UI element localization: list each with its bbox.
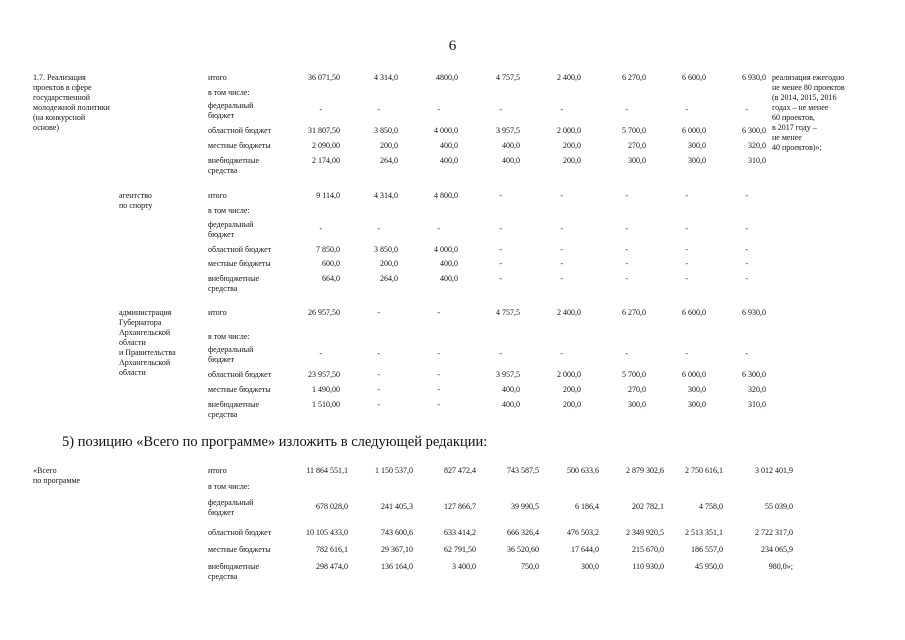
row-label-extra: средства <box>208 410 238 419</box>
value-cell-federal: - <box>319 224 322 233</box>
row-label-local: местные бюджеты <box>208 385 271 394</box>
row-label-total: итого <box>208 73 227 82</box>
item-title: 1.7. Реализация <box>33 73 86 82</box>
value-cell-extra: 400,0 <box>502 400 520 409</box>
value-cell-federal: - <box>319 349 322 358</box>
value-cell-total: 4 314,0 <box>374 191 398 200</box>
value-cell-federal: - <box>685 105 688 114</box>
item-title: молодежной политики <box>33 103 110 112</box>
value-cell-local: 234 065,9 <box>761 545 793 554</box>
value-cell-extra: 980,0»; <box>768 562 793 571</box>
row-label-federal: бюджет <box>208 230 235 239</box>
value-cell-regional: 2 722 317,0 <box>755 528 793 537</box>
value-cell-regional: 3 957,5 <box>496 126 520 135</box>
executor-label: области <box>119 368 146 377</box>
row-label-extra: внебюджетные <box>208 274 259 283</box>
value-cell-extra: 45 950,0 <box>695 562 723 571</box>
value-cell-local: - <box>560 259 563 268</box>
value-cell-extra: 200,0 <box>563 400 581 409</box>
value-cell-local: 2 090,00 <box>312 141 340 150</box>
value-cell-total: 11 864 551,1 <box>306 466 348 475</box>
value-cell-total: - <box>625 191 628 200</box>
value-cell-total: 36 071,50 <box>308 73 340 82</box>
value-cell-extra: 110 930,0 <box>632 562 664 571</box>
row-label-federal: бюджет <box>208 355 235 364</box>
value-cell-regional: 2 000,0 <box>557 370 581 379</box>
value-cell-local: - <box>625 259 628 268</box>
row-label-total: итого <box>208 308 227 317</box>
row-label-federal: федеральный <box>208 220 254 229</box>
value-cell-total: 6 270,0 <box>622 308 646 317</box>
value-cell-regional: 3 957,5 <box>496 370 520 379</box>
value-cell-regional: - <box>377 370 380 379</box>
value-cell-local: - <box>499 259 502 268</box>
value-cell-extra: 300,0 <box>688 156 706 165</box>
value-cell-federal: 202 782,1 <box>632 502 664 511</box>
value-cell-local: 270,0 <box>628 385 646 394</box>
value-cell-total: 2 879 302,6 <box>626 466 664 475</box>
value-cell-federal: - <box>377 349 380 358</box>
value-cell-regional: 10 105 433,0 <box>306 528 348 537</box>
value-cell-federal: - <box>499 349 502 358</box>
value-cell-extra: 400,0 <box>440 274 458 283</box>
value-cell-total: 26 957,50 <box>308 308 340 317</box>
value-cell-regional: - <box>499 245 502 254</box>
value-cell-local: 62 791,50 <box>444 545 476 554</box>
value-cell-local: 29 367,10 <box>381 545 413 554</box>
value-cell-extra: - <box>377 400 380 409</box>
value-cell-total: 827 472,4 <box>444 466 476 475</box>
value-cell-local: 782 616,1 <box>316 545 348 554</box>
value-cell-local: 200,0 <box>563 385 581 394</box>
value-cell-extra: 300,0 <box>628 156 646 165</box>
value-cell-extra: 300,0 <box>581 562 599 571</box>
executor-label: Архангельской <box>119 358 171 367</box>
value-cell-regional: 5 700,0 <box>622 126 646 135</box>
value-cell-local: 186 557,0 <box>691 545 723 554</box>
value-cell-extra: 400,0 <box>502 156 520 165</box>
value-cell-extra: 264,0 <box>380 274 398 283</box>
value-cell-total: 4 314,0 <box>374 73 398 82</box>
row-label-extra: средства <box>208 166 238 175</box>
total-program-label: по программе <box>33 476 81 485</box>
value-cell-total: - <box>560 191 563 200</box>
row-label-local: местные бюджеты <box>208 141 271 150</box>
value-cell-total: - <box>377 308 380 317</box>
value-cell-total: - <box>745 191 748 200</box>
value-cell-regional: 31 807,50 <box>308 126 340 135</box>
value-cell-total: 500 633,6 <box>567 466 599 475</box>
value-cell-total: 4 757,5 <box>496 308 520 317</box>
value-cell-local: 1 490,00 <box>312 385 340 394</box>
value-cell-total: - <box>685 191 688 200</box>
row-label-incl: в том числе: <box>208 482 250 491</box>
value-cell-local: 270,0 <box>628 141 646 150</box>
value-cell-extra: - <box>437 400 440 409</box>
row-label-federal: бюджет <box>208 111 235 120</box>
row-label-extra: средства <box>208 284 238 293</box>
value-cell-federal: - <box>625 224 628 233</box>
row-label-regional: областной бюджет <box>208 528 272 537</box>
item-title: основе) <box>33 123 59 132</box>
item-note: (в 2014, 2015, 2016 <box>772 93 837 102</box>
value-cell-federal: - <box>377 105 380 114</box>
value-cell-extra: - <box>745 274 748 283</box>
value-cell-local: 400,0 <box>502 141 520 150</box>
row-label-incl: в том числе: <box>208 88 250 97</box>
row-label-extra: внебюджетные <box>208 400 259 409</box>
value-cell-extra: 136 164,0 <box>381 562 413 571</box>
value-cell-total: 2 400,0 <box>557 73 581 82</box>
value-cell-extra: 1 510,00 <box>312 400 340 409</box>
value-cell-total: 2 400,0 <box>557 308 581 317</box>
value-cell-federal: 127 866,7 <box>444 502 476 511</box>
row-label-federal: бюджет <box>208 508 235 517</box>
row-label-incl: в том числе: <box>208 332 250 341</box>
value-cell-total: 4 757,5 <box>496 73 520 82</box>
item-note: в 2017 году – <box>772 123 817 132</box>
value-cell-extra: - <box>560 274 563 283</box>
executor-label: Архангельской <box>119 328 171 337</box>
value-cell-extra: 300,0 <box>628 400 646 409</box>
item-note: реализация ежегодно <box>772 73 845 82</box>
value-cell-local: 215 670,0 <box>632 545 664 554</box>
value-cell-federal: 4 758,0 <box>699 502 723 511</box>
value-cell-extra: 300,0 <box>688 400 706 409</box>
value-cell-extra: 200,0 <box>563 156 581 165</box>
value-cell-regional: 6 300,0 <box>742 370 766 379</box>
row-label-local: местные бюджеты <box>208 259 271 268</box>
value-cell-total: 4 800,0 <box>434 191 458 200</box>
value-cell-total: 6 270,0 <box>622 73 646 82</box>
value-cell-federal: - <box>625 105 628 114</box>
item-title: (на конкурсной <box>33 113 86 122</box>
value-cell-total: - <box>437 308 440 317</box>
value-cell-federal: 241 405,3 <box>381 502 413 511</box>
value-cell-local: 200,0 <box>380 259 398 268</box>
value-cell-regional: - <box>685 245 688 254</box>
row-label-incl: в том числе: <box>208 206 250 215</box>
row-label-regional: областной бюджет <box>208 126 272 135</box>
row-label-extra: внебюджетные <box>208 562 259 571</box>
value-cell-local: 600,0 <box>322 259 340 268</box>
value-cell-local: 200,0 <box>563 141 581 150</box>
value-cell-extra: - <box>685 274 688 283</box>
value-cell-total: 743 587,5 <box>507 466 539 475</box>
value-cell-total: 2 750 616,1 <box>685 466 723 475</box>
row-label-extra: внебюджетные <box>208 156 259 165</box>
row-label-local: местные бюджеты <box>208 545 271 554</box>
value-cell-extra: 664,0 <box>322 274 340 283</box>
value-cell-regional: 6 300,0 <box>742 126 766 135</box>
value-cell-extra: 3 400,0 <box>452 562 476 571</box>
value-cell-federal: - <box>319 105 322 114</box>
value-cell-extra: 2 174,00 <box>312 156 340 165</box>
value-cell-federal: - <box>745 105 748 114</box>
value-cell-local: 400,0 <box>440 141 458 150</box>
value-cell-federal: - <box>437 349 440 358</box>
value-cell-local: 300,0 <box>688 141 706 150</box>
section-heading: 5) позицию «Всего по программе» изложить в следующей редакции: <box>62 434 488 450</box>
value-cell-regional: - <box>560 245 563 254</box>
value-cell-regional: 743 600,6 <box>381 528 413 537</box>
value-cell-regional: 4 000,0 <box>434 126 458 135</box>
value-cell-federal: - <box>499 224 502 233</box>
value-cell-federal: - <box>437 224 440 233</box>
executor-label: администрация <box>119 308 172 317</box>
executor-label: Губернатора <box>119 318 162 327</box>
value-cell-federal: - <box>625 349 628 358</box>
value-cell-local: 400,0 <box>502 385 520 394</box>
item-title: государственной <box>33 93 91 102</box>
value-cell-extra: 750,0 <box>521 562 539 571</box>
page-number: 6 <box>448 38 457 54</box>
value-cell-extra: 310,0 <box>748 156 766 165</box>
value-cell-extra: 264,0 <box>380 156 398 165</box>
row-label-regional: областной бюджет <box>208 370 272 379</box>
item-note: 40 проектов)»; <box>772 143 822 152</box>
value-cell-federal: 39 990,5 <box>511 502 539 511</box>
value-cell-federal: 678 028,0 <box>316 502 348 511</box>
total-program-label: «Всего <box>33 466 57 475</box>
value-cell-local: 400,0 <box>440 259 458 268</box>
value-cell-local: - <box>437 385 440 394</box>
value-cell-federal: 6 186,4 <box>575 502 599 511</box>
item-note: годах – не менее <box>772 103 829 112</box>
value-cell-total: 6 930,0 <box>742 308 766 317</box>
value-cell-regional: 2 000,0 <box>557 126 581 135</box>
value-cell-regional: - <box>745 245 748 254</box>
value-cell-federal: - <box>560 349 563 358</box>
value-cell-local: 36 520,60 <box>507 545 539 554</box>
value-cell-local: - <box>377 385 380 394</box>
item-note: не менее 80 проектов <box>772 83 845 92</box>
value-cell-extra: 400,0 <box>440 156 458 165</box>
value-cell-federal: 55 039,0 <box>765 502 793 511</box>
value-cell-regional: 3 850,0 <box>374 126 398 135</box>
value-cell-regional: 476 503,2 <box>567 528 599 537</box>
value-cell-regional: 5 700,0 <box>622 370 646 379</box>
value-cell-extra: 298 474,0 <box>316 562 348 571</box>
row-label-total: итого <box>208 191 227 200</box>
value-cell-federal: - <box>685 224 688 233</box>
value-cell-regional: 2 513 351,1 <box>685 528 723 537</box>
value-cell-total: 4800,0 <box>436 73 458 82</box>
executor-label: и Правительства <box>119 348 176 357</box>
value-cell-local: 320,0 <box>748 141 766 150</box>
value-cell-federal: - <box>745 349 748 358</box>
item-title: проектов в сфере <box>33 83 92 92</box>
value-cell-total: 3 012 401,9 <box>755 466 793 475</box>
value-cell-federal: - <box>685 349 688 358</box>
value-cell-federal: - <box>377 224 380 233</box>
value-cell-local: 320,0 <box>748 385 766 394</box>
row-label-regional: областной бюджет <box>208 245 272 254</box>
value-cell-total: 6 600,0 <box>682 308 706 317</box>
value-cell-regional: 666 326,4 <box>507 528 539 537</box>
value-cell-total: 9 114,0 <box>316 191 340 200</box>
value-cell-local: 300,0 <box>688 385 706 394</box>
value-cell-federal: - <box>560 105 563 114</box>
row-label-extra: средства <box>208 572 238 581</box>
value-cell-federal: - <box>745 224 748 233</box>
row-label-federal: федеральный <box>208 101 254 110</box>
value-cell-local: - <box>685 259 688 268</box>
value-cell-regional: 23 957,50 <box>308 370 340 379</box>
value-cell-regional: 6 000,0 <box>682 370 706 379</box>
value-cell-local: 17 644,0 <box>571 545 599 554</box>
value-cell-total: - <box>499 191 502 200</box>
value-cell-regional: - <box>437 370 440 379</box>
item-note: не менее <box>772 133 802 142</box>
value-cell-local: 200,0 <box>380 141 398 150</box>
value-cell-regional: - <box>625 245 628 254</box>
value-cell-regional: 633 414,2 <box>444 528 476 537</box>
value-cell-total: 1 150 537,0 <box>375 466 413 475</box>
value-cell-regional: 2 349 920,5 <box>626 528 664 537</box>
executor-label: области <box>119 338 146 347</box>
value-cell-federal: - <box>560 224 563 233</box>
value-cell-regional: 3 850,0 <box>374 245 398 254</box>
value-cell-regional: 7 850,0 <box>316 245 340 254</box>
row-label-federal: федеральный <box>208 345 254 354</box>
value-cell-federal: - <box>437 105 440 114</box>
row-label-total: итого <box>208 466 227 475</box>
value-cell-local: - <box>745 259 748 268</box>
executor-label: агентство <box>119 191 152 200</box>
value-cell-total: 6 600,0 <box>682 73 706 82</box>
value-cell-regional: 6 000,0 <box>682 126 706 135</box>
value-cell-extra: - <box>625 274 628 283</box>
executor-label: по спорту <box>119 201 153 210</box>
value-cell-regional: 4 000,0 <box>434 245 458 254</box>
item-note: 60 проектов, <box>772 113 815 122</box>
value-cell-federal: - <box>499 105 502 114</box>
row-label-federal: федеральный <box>208 498 254 507</box>
value-cell-extra: - <box>499 274 502 283</box>
value-cell-extra: 310,0 <box>748 400 766 409</box>
value-cell-total: 6 930,0 <box>742 73 766 82</box>
